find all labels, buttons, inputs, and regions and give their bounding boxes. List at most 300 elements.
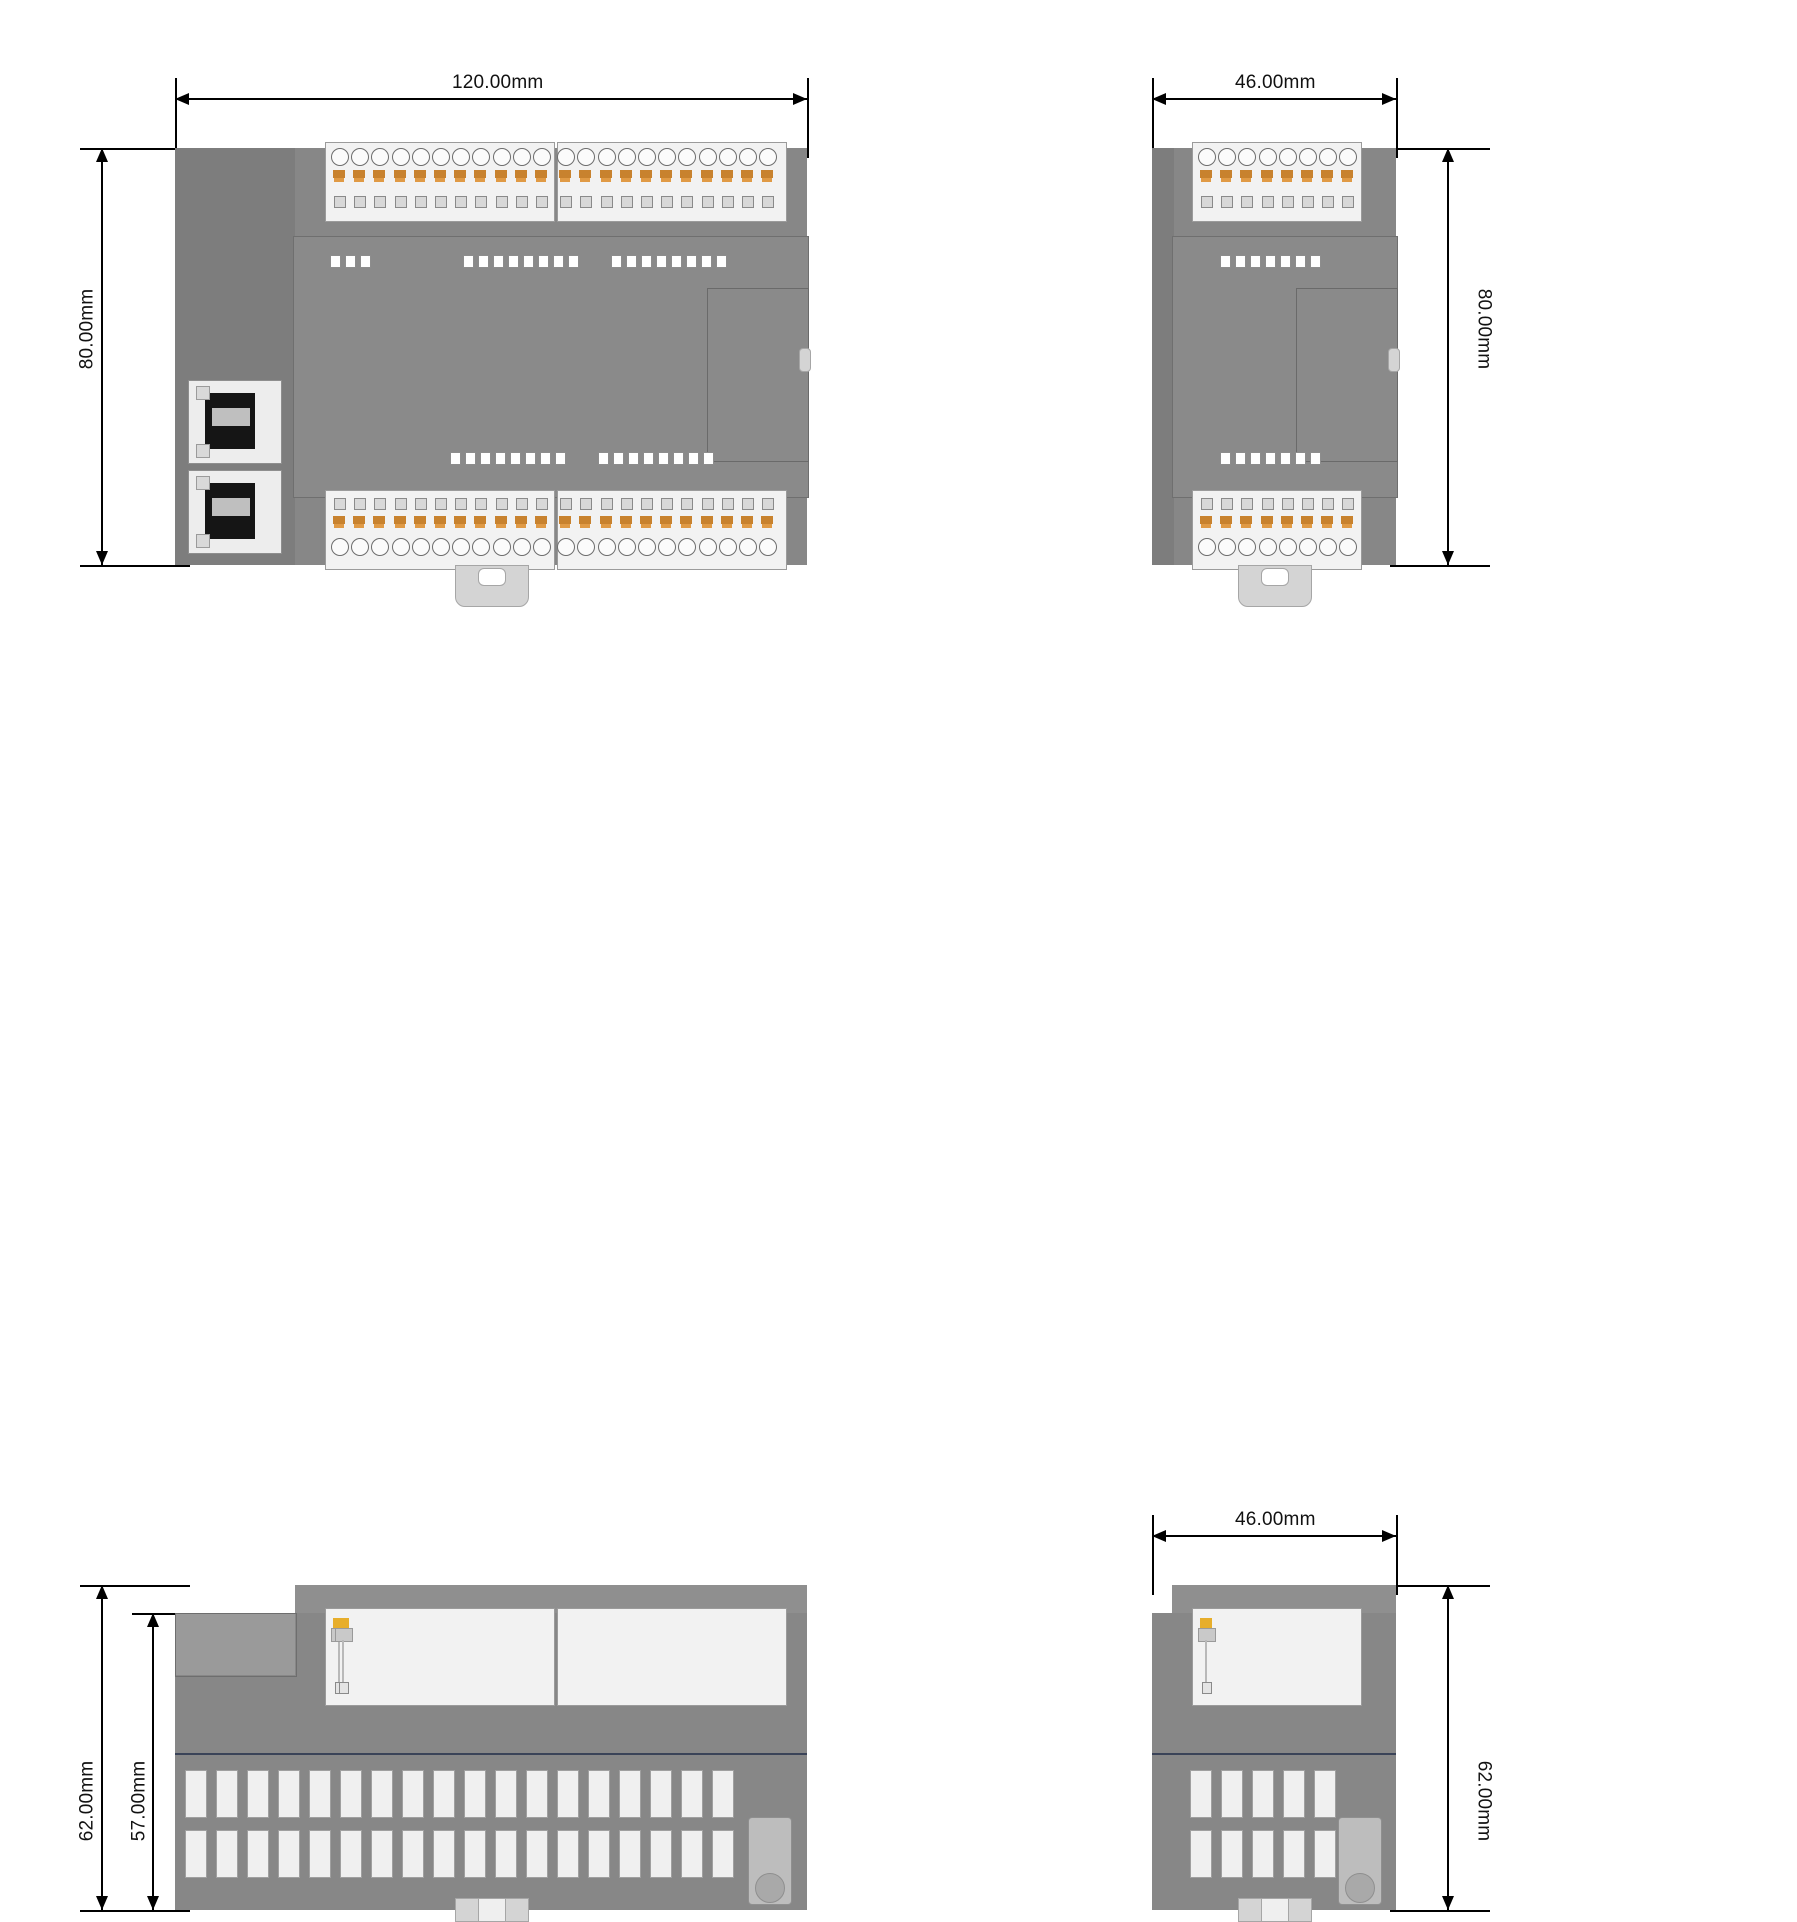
- status-led: [626, 255, 637, 268]
- terminal-copper-contact: [1240, 170, 1252, 178]
- ventilation-slot: [495, 1830, 517, 1878]
- terminal-wire-slot: [1201, 498, 1213, 510]
- terminal-copper-contact: [475, 524, 485, 528]
- terminal-copper-contact: [702, 524, 712, 528]
- terminal-contact-circle: [557, 148, 575, 166]
- terminal-copper-contact: [374, 524, 384, 528]
- terminal-contact-circle: [452, 538, 470, 556]
- terminal-wire-slot: [496, 498, 508, 510]
- terminal-wire-slot: [536, 196, 548, 208]
- status-led: [1295, 452, 1306, 465]
- bsv-width-label: 46.00mm: [1235, 1509, 1316, 1530]
- terminal-wire-slot: [1342, 196, 1354, 208]
- status-led: [555, 452, 566, 465]
- terminal-wire-slot: [334, 498, 346, 510]
- side-height-dimension-line: [1447, 148, 1449, 565]
- bsv-height-arrow-up: [1442, 1585, 1454, 1599]
- terminal-contact-circle: [638, 538, 656, 556]
- ventilation-slot: [1221, 1830, 1243, 1878]
- ventilation-slot: [1283, 1770, 1305, 1818]
- bsv-width-ext-right: [1396, 1515, 1398, 1595]
- terminal-copper-contact: [454, 516, 466, 524]
- terminal-copper-contact: [474, 516, 486, 524]
- status-led: [345, 255, 356, 268]
- terminal-contact-circle: [493, 538, 511, 556]
- terminal-copper-contact: [559, 516, 571, 524]
- ventilation-slot: [464, 1830, 486, 1878]
- terminal-copper-contact: [353, 170, 365, 178]
- status-led: [673, 452, 684, 465]
- status-led: [523, 255, 534, 268]
- terminal-copper-contact: [680, 516, 692, 524]
- terminal-copper-contact: [1342, 524, 1352, 528]
- side-width-label: 46.00mm: [1235, 72, 1316, 93]
- bsv-width-arrow-left: [1152, 1530, 1166, 1542]
- terminal-copper-contact: [435, 524, 445, 528]
- terminal-wire-slot: [621, 498, 633, 510]
- terminal-contact-circle: [392, 538, 410, 556]
- terminal-copper-contact: [535, 170, 547, 178]
- bottom-terminal-contacts: [325, 490, 785, 568]
- status-led: [330, 255, 341, 268]
- terminal-contact-circle: [513, 538, 531, 556]
- front-led-row-bottom: [450, 452, 770, 464]
- side-width-ext-right: [1396, 78, 1398, 158]
- terminal-copper-contact: [394, 516, 406, 524]
- terminal-wire-slot: [560, 498, 572, 510]
- ventilation-slot: [247, 1830, 269, 1878]
- terminal-copper-contact: [454, 170, 466, 178]
- ventilation-slot: [185, 1830, 207, 1878]
- front-height-label: 80.00mm: [76, 288, 98, 370]
- bsv-height-dimension-line: [1447, 1585, 1449, 1910]
- terminal-copper-contact: [1341, 170, 1353, 178]
- side-face-recess: [1296, 288, 1398, 462]
- terminal-contact-circle: [557, 538, 575, 556]
- terminal-copper-contact: [535, 516, 547, 524]
- terminal-copper-contact: [661, 524, 671, 528]
- status-led: [463, 255, 474, 268]
- terminal-wire-slot: [661, 196, 673, 208]
- terminal-contact-circle: [432, 148, 450, 166]
- terminal-copper-contact: [354, 178, 364, 182]
- terminal-contact-circle: [331, 538, 349, 556]
- front-side-notch: [799, 348, 811, 372]
- terminal-copper-contact: [1322, 178, 1332, 182]
- status-led: [641, 255, 652, 268]
- ventilation-slot: [340, 1770, 362, 1818]
- terminal-copper-contact: [601, 178, 611, 182]
- bottom-inner-arrow-up: [147, 1613, 159, 1627]
- status-led: [540, 452, 551, 465]
- terminal-contact-circle: [1339, 538, 1357, 556]
- terminal-wire-slot: [702, 196, 714, 208]
- ventilation-slot: [402, 1770, 424, 1818]
- terminal-copper-contact: [374, 178, 384, 182]
- terminal-wire-slot: [1322, 196, 1334, 208]
- terminal-contact-circle: [1259, 148, 1277, 166]
- status-led: [628, 452, 639, 465]
- terminal-wire-slot: [702, 498, 714, 510]
- terminal-copper-contact: [1302, 524, 1312, 528]
- bottom-inner-height-label: 57.00mm: [128, 1760, 150, 1842]
- front-width-dimension-line: [175, 98, 807, 100]
- terminal-wire-slot: [1302, 498, 1314, 510]
- ventilation-slot: [278, 1770, 300, 1818]
- side-top-terminal-contacts: [1192, 142, 1360, 220]
- terminal-contact-circle: [577, 538, 595, 556]
- terminal-wire-slot: [641, 196, 653, 208]
- terminal-contact-circle: [371, 538, 389, 556]
- terminal-copper-contact: [721, 170, 733, 178]
- status-led: [510, 452, 521, 465]
- front-height-dimension-line: [101, 148, 103, 565]
- ventilation-slot: [371, 1770, 393, 1818]
- terminal-copper-contact: [1262, 524, 1272, 528]
- terminal-copper-contact: [620, 516, 632, 524]
- terminal-copper-contact: [536, 178, 546, 182]
- terminal-copper-contact: [741, 516, 753, 524]
- terminal-contact-circle: [577, 148, 595, 166]
- bsv-connector-pins: [1192, 1608, 1360, 1704]
- terminal-wire-slot: [580, 498, 592, 510]
- terminal-wire-slot: [1262, 196, 1274, 208]
- status-led: [1310, 452, 1321, 465]
- terminal-contact-circle: [412, 538, 430, 556]
- terminal-wire-slot: [395, 196, 407, 208]
- terminal-wire-slot: [455, 498, 467, 510]
- front-width-label: 120.00mm: [452, 72, 544, 93]
- terminal-copper-contact: [435, 178, 445, 182]
- terminal-contact-circle: [412, 148, 430, 166]
- front-width-ext-right: [807, 78, 809, 158]
- side-width-dimension-line: [1152, 98, 1396, 100]
- connector-divider: [338, 1640, 340, 1682]
- terminal-copper-contact: [1281, 170, 1293, 178]
- terminal-copper-contact: [681, 178, 691, 182]
- terminal-copper-contact: [641, 178, 651, 182]
- ventilation-slot: [278, 1830, 300, 1878]
- bsv-width-arrow-right: [1382, 1530, 1396, 1542]
- terminal-copper-contact: [333, 516, 345, 524]
- terminal-wire-slot: [681, 196, 693, 208]
- terminal-wire-slot: [516, 498, 528, 510]
- status-led: [360, 255, 371, 268]
- rj45-upper-tab-icon: [196, 386, 210, 400]
- terminal-contact-circle: [759, 148, 777, 166]
- terminal-copper-contact: [701, 170, 713, 178]
- terminal-copper-contact: [1261, 516, 1273, 524]
- terminal-copper-contact: [681, 524, 691, 528]
- front-view: [0, 0, 960, 700]
- terminal-wire-slot: [516, 196, 528, 208]
- terminal-wire-slot: [536, 498, 548, 510]
- side-bottom-terminal-contacts: [1192, 490, 1360, 568]
- connector-divider: [342, 1640, 344, 1682]
- terminal-copper-contact: [1221, 178, 1231, 182]
- side-height-arrow-up: [1442, 148, 1454, 162]
- terminal-contact-circle: [739, 538, 757, 556]
- terminal-wire-slot: [1262, 498, 1274, 510]
- connector-pin: [1200, 1618, 1212, 1628]
- terminal-copper-contact: [722, 178, 732, 182]
- side-notch: [1388, 348, 1400, 372]
- terminal-wire-slot: [601, 196, 613, 208]
- status-led: [525, 452, 536, 465]
- terminal-contact-circle: [1279, 538, 1297, 556]
- terminal-wire-slot: [1322, 498, 1334, 510]
- terminal-contact-circle: [1319, 148, 1337, 166]
- status-led: [656, 255, 667, 268]
- front-led-row-top: [330, 255, 760, 267]
- terminal-contact-circle: [452, 148, 470, 166]
- status-led: [495, 452, 506, 465]
- terminal-copper-contact: [455, 524, 465, 528]
- bottom-outer-arrow-up: [96, 1585, 108, 1599]
- terminal-contact-circle: [658, 538, 676, 556]
- terminal-contact-circle: [1198, 538, 1216, 556]
- top-terminal-contacts: [325, 142, 785, 220]
- terminal-wire-slot: [601, 498, 613, 510]
- bottom-outer-dimension-line: [101, 1585, 103, 1910]
- status-led: [613, 452, 624, 465]
- ventilation-slot: [216, 1770, 238, 1818]
- status-led: [480, 452, 491, 465]
- terminal-copper-contact: [661, 178, 671, 182]
- bottom-connector-pins: [325, 1608, 785, 1704]
- ventilation-slot: [712, 1770, 734, 1818]
- terminal-wire-slot: [415, 196, 427, 208]
- status-led: [538, 255, 549, 268]
- terminal-contact-circle: [618, 148, 636, 166]
- terminal-copper-contact: [455, 178, 465, 182]
- screw-cap-bottom-head: [755, 1873, 785, 1903]
- bsv-ventilation-grid: [1190, 1770, 1350, 1890]
- terminal-wire-slot: [415, 498, 427, 510]
- terminal-contact-circle: [598, 538, 616, 556]
- terminal-copper-contact: [1322, 524, 1332, 528]
- terminal-copper-contact: [1321, 170, 1333, 178]
- terminal-copper-contact: [762, 178, 772, 182]
- terminal-copper-contact: [580, 524, 590, 528]
- connector-housing: [1198, 1628, 1216, 1642]
- connector-slot: [1202, 1682, 1212, 1694]
- terminal-contact-circle: [392, 148, 410, 166]
- screw-cap-bsv-head: [1345, 1873, 1375, 1903]
- terminal-contact-circle: [1319, 538, 1337, 556]
- status-led: [703, 452, 714, 465]
- terminal-contact-circle: [618, 538, 636, 556]
- terminal-copper-contact: [761, 170, 773, 178]
- terminal-copper-contact: [702, 178, 712, 182]
- terminal-copper-contact: [333, 170, 345, 178]
- terminal-contact-circle: [472, 148, 490, 166]
- terminal-copper-contact: [601, 524, 611, 528]
- terminal-copper-contact: [395, 178, 405, 182]
- terminal-copper-contact: [722, 524, 732, 528]
- ventilation-slot: [588, 1770, 610, 1818]
- terminal-contact-circle: [1238, 538, 1256, 556]
- ventilation-slot: [495, 1770, 517, 1818]
- bottom-inner-dimension-line: [152, 1613, 154, 1910]
- terminal-copper-contact: [640, 170, 652, 178]
- rj45-lower-tab-icon: [196, 476, 210, 490]
- terminal-copper-contact: [1342, 178, 1352, 182]
- terminal-copper-contact: [579, 516, 591, 524]
- din-rail-clip-side-slot: [1261, 568, 1289, 586]
- terminal-copper-contact: [414, 170, 426, 178]
- terminal-contact-circle: [331, 148, 349, 166]
- rj45-upper-pins-icon: [212, 408, 250, 426]
- status-led: [553, 255, 564, 268]
- front-width-arrow-left: [175, 93, 189, 105]
- terminal-wire-slot: [722, 498, 734, 510]
- terminal-wire-slot: [762, 196, 774, 208]
- bottom-outer-height-label: 62.00mm: [76, 1760, 98, 1842]
- terminal-wire-slot: [722, 196, 734, 208]
- ventilation-slot: [1221, 1770, 1243, 1818]
- terminal-copper-contact: [474, 170, 486, 178]
- terminal-contact-circle: [1218, 148, 1236, 166]
- terminal-contact-circle: [533, 148, 551, 166]
- terminal-copper-contact: [496, 178, 506, 182]
- ventilation-slot: [1314, 1830, 1336, 1878]
- bottom-inner-ext-bottom: [132, 1910, 190, 1912]
- ventilation-slot: [1190, 1770, 1212, 1818]
- terminal-contact-circle: [719, 538, 737, 556]
- ventilation-slot: [1252, 1770, 1274, 1818]
- status-led: [686, 255, 697, 268]
- terminal-copper-contact: [1220, 516, 1232, 524]
- ventilation-slot: [681, 1770, 703, 1818]
- status-led: [598, 452, 609, 465]
- status-led: [688, 452, 699, 465]
- din-rail-clip-bsv-slot: [1261, 1898, 1289, 1922]
- status-led: [1310, 255, 1321, 268]
- bottom-seam-line: [175, 1753, 807, 1755]
- status-led: [450, 452, 461, 465]
- terminal-copper-contact: [1201, 178, 1211, 182]
- terminal-copper-contact: [515, 516, 527, 524]
- terminal-wire-slot: [435, 498, 447, 510]
- terminal-copper-contact: [620, 170, 632, 178]
- terminal-contact-circle: [678, 538, 696, 556]
- ventilation-slot: [247, 1770, 269, 1818]
- terminal-copper-contact: [394, 170, 406, 178]
- side-height-label: 80.00mm: [1473, 288, 1495, 370]
- terminal-copper-contact: [701, 516, 713, 524]
- bottom-view: [0, 760, 960, 1842]
- ventilation-slot: [526, 1830, 548, 1878]
- status-led: [1235, 255, 1246, 268]
- terminal-wire-slot: [621, 196, 633, 208]
- terminal-wire-slot: [334, 196, 346, 208]
- terminal-copper-contact: [559, 170, 571, 178]
- terminal-contact-circle: [678, 148, 696, 166]
- terminal-wire-slot: [1282, 498, 1294, 510]
- terminal-contact-circle: [739, 148, 757, 166]
- terminal-wire-slot: [435, 196, 447, 208]
- terminal-copper-contact: [660, 170, 672, 178]
- ventilation-slot: [433, 1830, 455, 1878]
- terminal-copper-contact: [354, 524, 364, 528]
- front-height-arrow-down: [96, 551, 108, 565]
- status-led: [1220, 452, 1231, 465]
- ventilation-slot: [402, 1830, 424, 1878]
- terminal-copper-contact: [515, 170, 527, 178]
- side-body-left-column: [1152, 148, 1174, 565]
- terminal-copper-contact: [1341, 516, 1353, 524]
- rj45-lower-tab2-icon: [196, 534, 210, 548]
- side-width-arrow-left: [1152, 93, 1166, 105]
- connector-slot: [339, 1682, 349, 1694]
- terminal-copper-contact: [496, 524, 506, 528]
- terminal-copper-contact: [600, 516, 612, 524]
- terminal-wire-slot: [580, 196, 592, 208]
- ventilation-grid: [185, 1770, 745, 1890]
- terminal-copper-contact: [560, 178, 570, 182]
- rj45-lower-pins-icon: [212, 498, 250, 516]
- terminal-wire-slot: [762, 498, 774, 510]
- side-height-arrow-down: [1442, 551, 1454, 565]
- terminal-copper-contact: [516, 524, 526, 528]
- terminal-copper-contact: [1301, 516, 1313, 524]
- terminal-contact-circle: [1299, 538, 1317, 556]
- terminal-copper-contact: [761, 516, 773, 524]
- terminal-wire-slot: [1241, 498, 1253, 510]
- ventilation-slot: [464, 1770, 486, 1818]
- terminal-copper-contact: [741, 170, 753, 178]
- terminal-contact-circle: [1279, 148, 1297, 166]
- status-led: [701, 255, 712, 268]
- terminal-copper-contact: [334, 524, 344, 528]
- ventilation-slot: [216, 1830, 238, 1878]
- terminal-copper-contact: [1261, 170, 1273, 178]
- side-height-ext-bottom: [1390, 565, 1490, 567]
- bottom-side-view: [1060, 760, 1620, 1842]
- bsv-height-arrow-down: [1442, 1896, 1454, 1910]
- terminal-copper-contact: [1301, 170, 1313, 178]
- ventilation-slot: [340, 1830, 362, 1878]
- connector-pin: [337, 1618, 349, 1628]
- terminal-contact-circle: [351, 148, 369, 166]
- terminal-copper-contact: [1201, 524, 1211, 528]
- terminal-contact-circle: [1259, 538, 1277, 556]
- terminal-copper-contact: [495, 516, 507, 524]
- ventilation-slot: [526, 1770, 548, 1818]
- terminal-copper-contact: [1220, 170, 1232, 178]
- front-face-recess: [707, 288, 809, 462]
- terminal-copper-contact: [1282, 524, 1292, 528]
- ventilation-slot: [619, 1830, 641, 1878]
- status-led: [1280, 452, 1291, 465]
- status-led: [508, 255, 519, 268]
- side-view: [1060, 0, 1620, 700]
- terminal-wire-slot: [455, 196, 467, 208]
- bsv-seam-line: [1152, 1753, 1396, 1755]
- status-led: [643, 452, 654, 465]
- ventilation-slot: [557, 1770, 579, 1818]
- status-led: [671, 255, 682, 268]
- terminal-wire-slot: [742, 196, 754, 208]
- status-led: [716, 255, 727, 268]
- terminal-copper-contact: [580, 178, 590, 182]
- ventilation-slot: [1314, 1770, 1336, 1818]
- terminal-copper-contact: [536, 524, 546, 528]
- terminal-wire-slot: [354, 196, 366, 208]
- terminal-contact-circle: [371, 148, 389, 166]
- ventilation-slot: [650, 1830, 672, 1878]
